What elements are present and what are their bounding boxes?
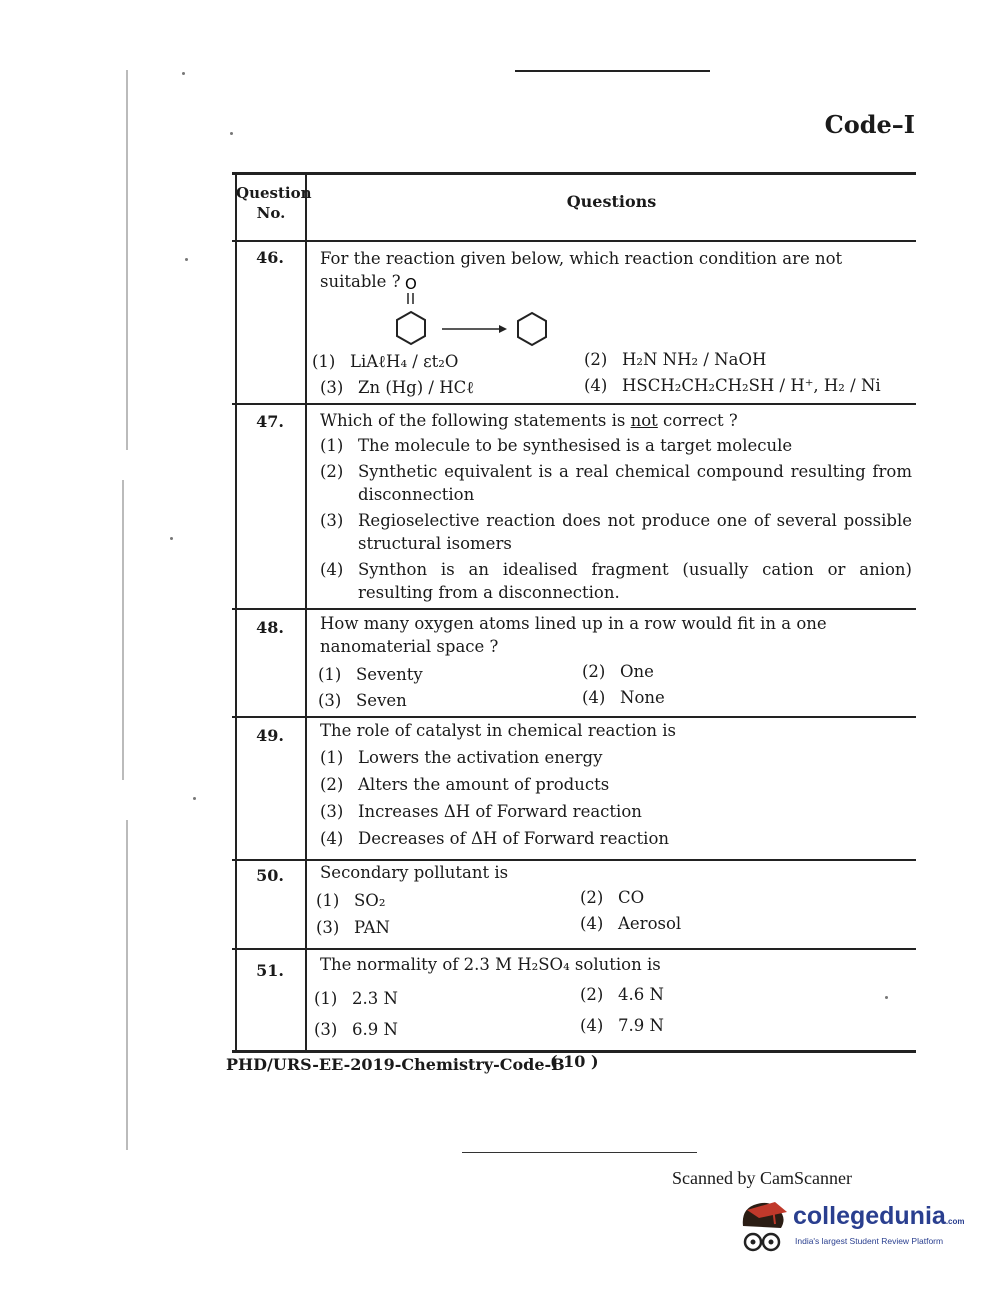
bottom-rule — [462, 1152, 697, 1153]
option-2: (2) 4.6 N — [580, 985, 664, 1004]
option-3: (3) Zn (Hg) / HCℓ — [320, 378, 475, 397]
question-number: 46. — [256, 248, 284, 267]
option-4: (4) None — [582, 688, 665, 707]
option-2: (2) H₂N NH₂ / NaOH — [584, 350, 767, 369]
carbonyl-oxygen-label: O — [405, 275, 417, 293]
cyclohexane-ring — [518, 313, 546, 345]
option-3: (3) 6.9 N — [314, 1020, 398, 1039]
option-1: (1) SO₂ — [316, 891, 386, 910]
footer-paper-code: PHD/URS-EE-2019-Chemistry-Code-B — [226, 1055, 565, 1074]
option-1: (1) The molecule to be synthesised is a target molecule — [320, 436, 793, 455]
brand-name: collegedunia.com — [793, 1202, 965, 1230]
question-number: 47. — [256, 412, 284, 431]
option-2: (2) One — [582, 662, 654, 681]
question-number: 48. — [256, 618, 284, 637]
option-3: (3) Seven — [318, 691, 407, 710]
scan-margin-line — [122, 480, 124, 780]
option-4: (4) HSCH₂CH₂CH₂SH / H⁺, H₂ / Ni — [584, 376, 881, 395]
option-4: (4) 7.9 N — [580, 1016, 664, 1035]
top-rule — [515, 70, 710, 72]
scan-margin-line — [126, 820, 128, 1150]
question-text: Secondary pollutant is — [320, 863, 509, 882]
scan-margin-line — [126, 70, 128, 450]
column-header-question-no: Question No. — [236, 184, 312, 222]
questions-table — [232, 172, 916, 1053]
question-text: The role of catalyst in chemical reaction is — [320, 721, 677, 740]
option-2: (2) CO — [580, 888, 645, 907]
collegedunia-logo[interactable] — [735, 1198, 965, 1262]
option-4: (4) Decreases of ΔH of Forward reaction — [320, 829, 670, 848]
page-number: ( 10 ) — [550, 1052, 599, 1071]
option-2: (2) Alters the amount of products — [320, 775, 610, 794]
question-text: Which of the following statements is not correct ? — [320, 411, 738, 430]
question-number: 50. — [256, 866, 284, 885]
question-text: For the reaction given below, which reaction condition are not suitable ? — [320, 249, 843, 291]
reaction-diagram — [387, 271, 567, 351]
options-list — [320, 434, 912, 607]
option-1: (1) LiAℓH₄ / εt₂O — [312, 352, 459, 371]
question-number: 49. — [256, 726, 284, 745]
option-2: (2) Synthetic equivalent is a real chemical compound resulting from disconnection — [320, 462, 912, 504]
option-1: (1) Seventy — [318, 665, 423, 684]
options-list — [320, 746, 912, 853]
brand-tagline: India's largest Student Review Platform — [795, 1236, 944, 1246]
option-1: (1) Lowers the activation energy — [320, 748, 603, 767]
option-1: (1) 2.3 N — [314, 989, 398, 1008]
question-text: The normality of 2.3 M H₂SO₄ solution is — [320, 955, 661, 974]
column-header-questions: Questions — [566, 192, 657, 211]
question-text: How many oxygen atoms lined up in a row would fit in a one nanomaterial space ? — [320, 614, 827, 656]
option-3: (3) PAN — [316, 918, 390, 937]
question-number: 51. — [256, 961, 284, 980]
scanner-watermark: Scanned by CamScanner — [672, 1168, 852, 1188]
option-3: (3) Regioselective reaction does not produce one of several possible structural isomers — [320, 511, 912, 553]
option-4: (4) Aerosol — [580, 914, 682, 933]
cyclohexanone-ring — [397, 312, 425, 344]
option-4: (4) Synthon is an idealised fragment (usually cation or anion) resulting from a disconnection. — [320, 560, 912, 602]
paper-code-label: Code–I — [824, 110, 915, 139]
option-3: (3) Increases ΔH of Forward reaction — [320, 802, 642, 821]
mascot-icon — [735, 1198, 791, 1258]
